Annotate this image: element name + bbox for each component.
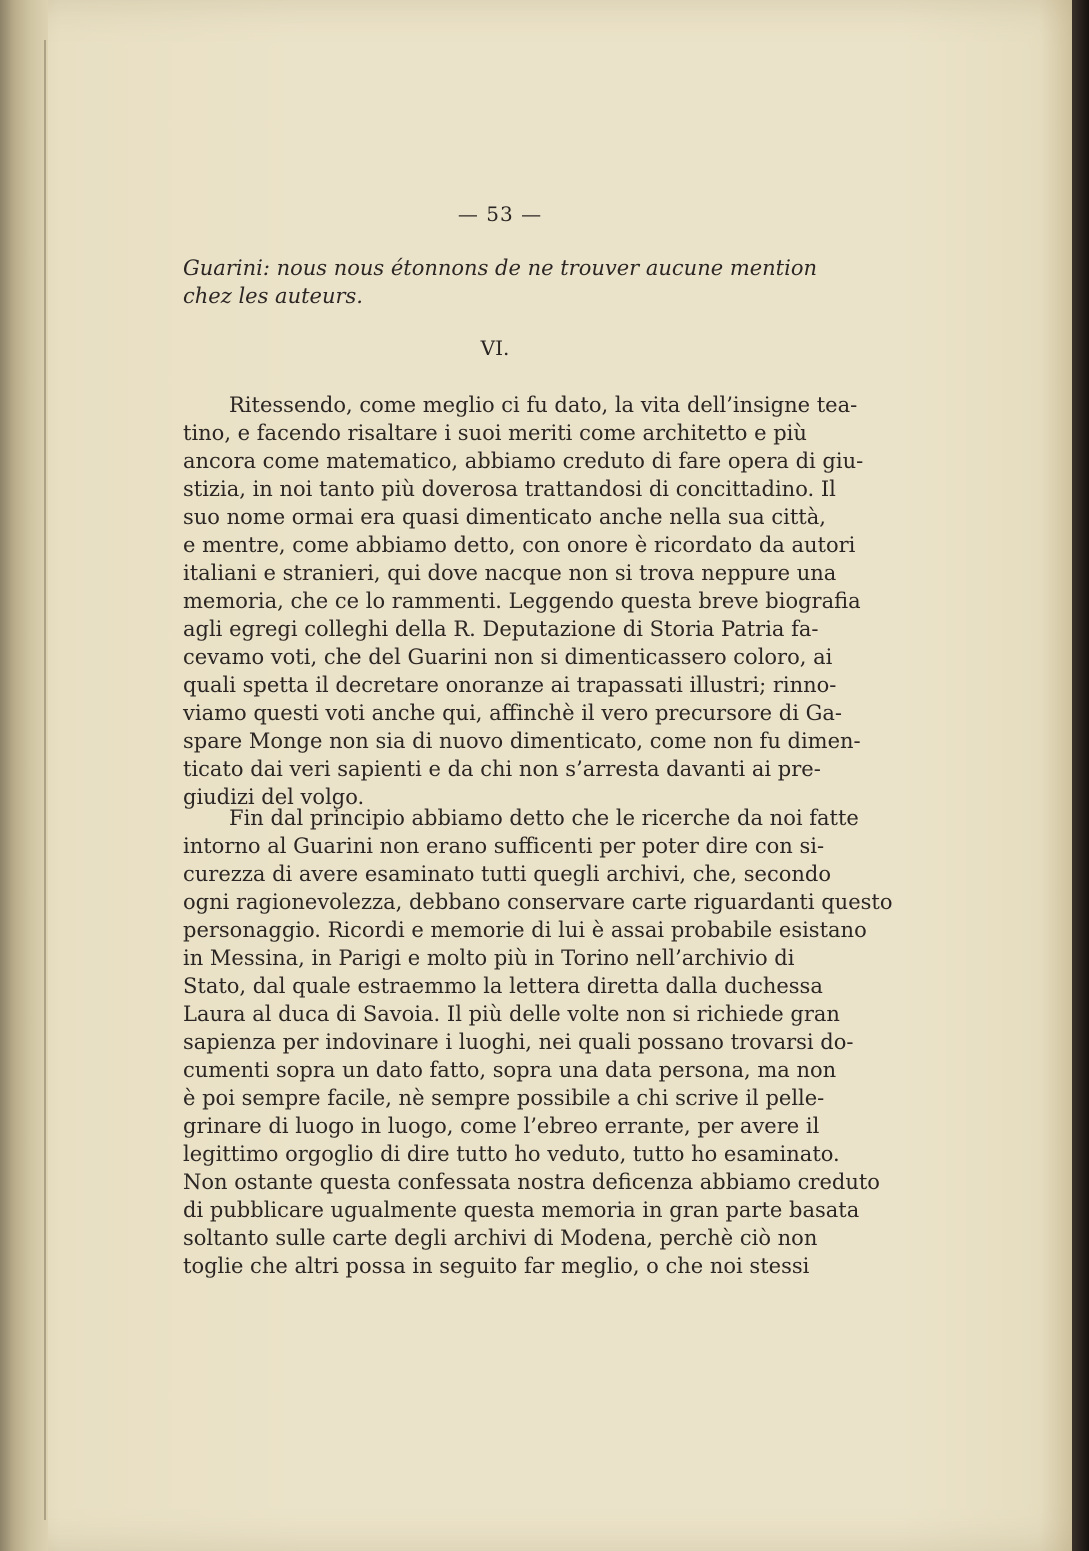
gutter-line <box>44 40 46 1520</box>
text-line: personaggio. Ricordi e memorie di lui è assai probabile esistano <box>183 918 867 942</box>
page-edge-shadow <box>1072 0 1089 1551</box>
text-line: suo nome ormai era quasi dimenticato anche nella sua città, <box>183 505 826 529</box>
paragraph-2 <box>183 804 893 1280</box>
text-line: ogni ragionevolezza, debbano conservare carte riguardanti questo <box>183 890 893 914</box>
text-line: stizia, in noi tanto più doverosa trattandosi di concittadino. Il <box>183 477 836 501</box>
page-number: — 53 — <box>457 202 543 226</box>
text-line: ticato dai veri sapienti e da chi non s’arresta davanti ai pre- <box>183 757 821 781</box>
text-line: cevamo voti, che del Guarini non si dimenticassero coloro, ai <box>183 645 833 669</box>
text-line: cumenti sopra un dato fatto, sopra una data persona, ma non <box>183 1058 837 1082</box>
text-line: soltanto sulle carte degli archivi di Modena, perchè ciò non <box>183 1226 818 1250</box>
text-line: Guarini: nous nous étonnons de ne trouver aucune mention <box>183 256 818 280</box>
text-line: Stato, dal quale estraemmo la lettera diretta dalla duchessa <box>183 974 823 998</box>
paragraph-1 <box>183 391 864 811</box>
text-line: sapienza per indovinare i luoghi, nei quali possano trovarsi do- <box>183 1030 854 1054</box>
text-line: viamo questi voti anche qui, affinchè il vero precursore di Ga- <box>183 701 842 725</box>
book-spine <box>0 0 48 1551</box>
text-line: legittimo orgoglio di dire tutto ho veduto, tutto ho esaminato. <box>183 1142 840 1166</box>
text-line: Ritessendo, come meglio ci fu dato, la vita dell’insigne tea- <box>229 393 858 417</box>
text-line: in Messina, in Parigi e molto più in Torino nell’archivio di <box>183 946 795 970</box>
text-line: Non ostante questa confessata nostra deficenza abbiamo creduto <box>183 1170 880 1194</box>
text-line: di pubblicare ugualmente questa memoria in gran parte basata <box>183 1198 860 1222</box>
text-line: agli egregi colleghi della R. Deputazione di Storia Patria fa- <box>183 617 819 641</box>
text-line: ancora come matematico, abbiamo creduto di fare opera di giu- <box>183 449 864 473</box>
text-line: curezza di avere esaminato tutti quegli archivi, che, secondo <box>183 862 831 886</box>
text-line: Laura al duca di Savoia. Il più delle volte non si richiede gran <box>183 1002 840 1026</box>
text-line: giudizi del volgo. <box>183 785 365 809</box>
text-line: è poi sempre facile, nè sempre possibile a chi scrive il pelle- <box>183 1086 825 1110</box>
text-line: Fin dal principio abbiamo detto che le ricerche da noi fatte <box>229 806 859 830</box>
text-line: toglie che altri possa in seguito far meglio, o che noi stessi <box>183 1254 810 1278</box>
text-line: grinare di luogo in luogo, come l’ebreo errante, per avere il <box>183 1114 820 1138</box>
section-heading: VI. <box>480 336 510 360</box>
opening-text <box>183 254 818 310</box>
text-line: intorno al Guarini non erano sufficenti per poter dire con si- <box>183 834 825 858</box>
text-line: e mentre, come abbiamo detto, con onore è ricordato da autori <box>183 533 856 557</box>
text-line: memoria, che ce lo rammenti. Leggendo questa breve biografia <box>183 589 861 613</box>
text-line: tino, e facendo risaltare i suoi meriti come architetto e più <box>183 421 807 445</box>
text-line: chez les auteurs. <box>183 284 363 308</box>
text-line: spare Monge non sia di nuovo dimenticato, come non fu dimen- <box>183 729 861 753</box>
text-line: italiani e stranieri, qui dove nacque non si trova neppure una <box>183 561 837 585</box>
text-line: quali spetta il decretare onoranze ai trapassati illustri; rinno- <box>183 673 837 697</box>
